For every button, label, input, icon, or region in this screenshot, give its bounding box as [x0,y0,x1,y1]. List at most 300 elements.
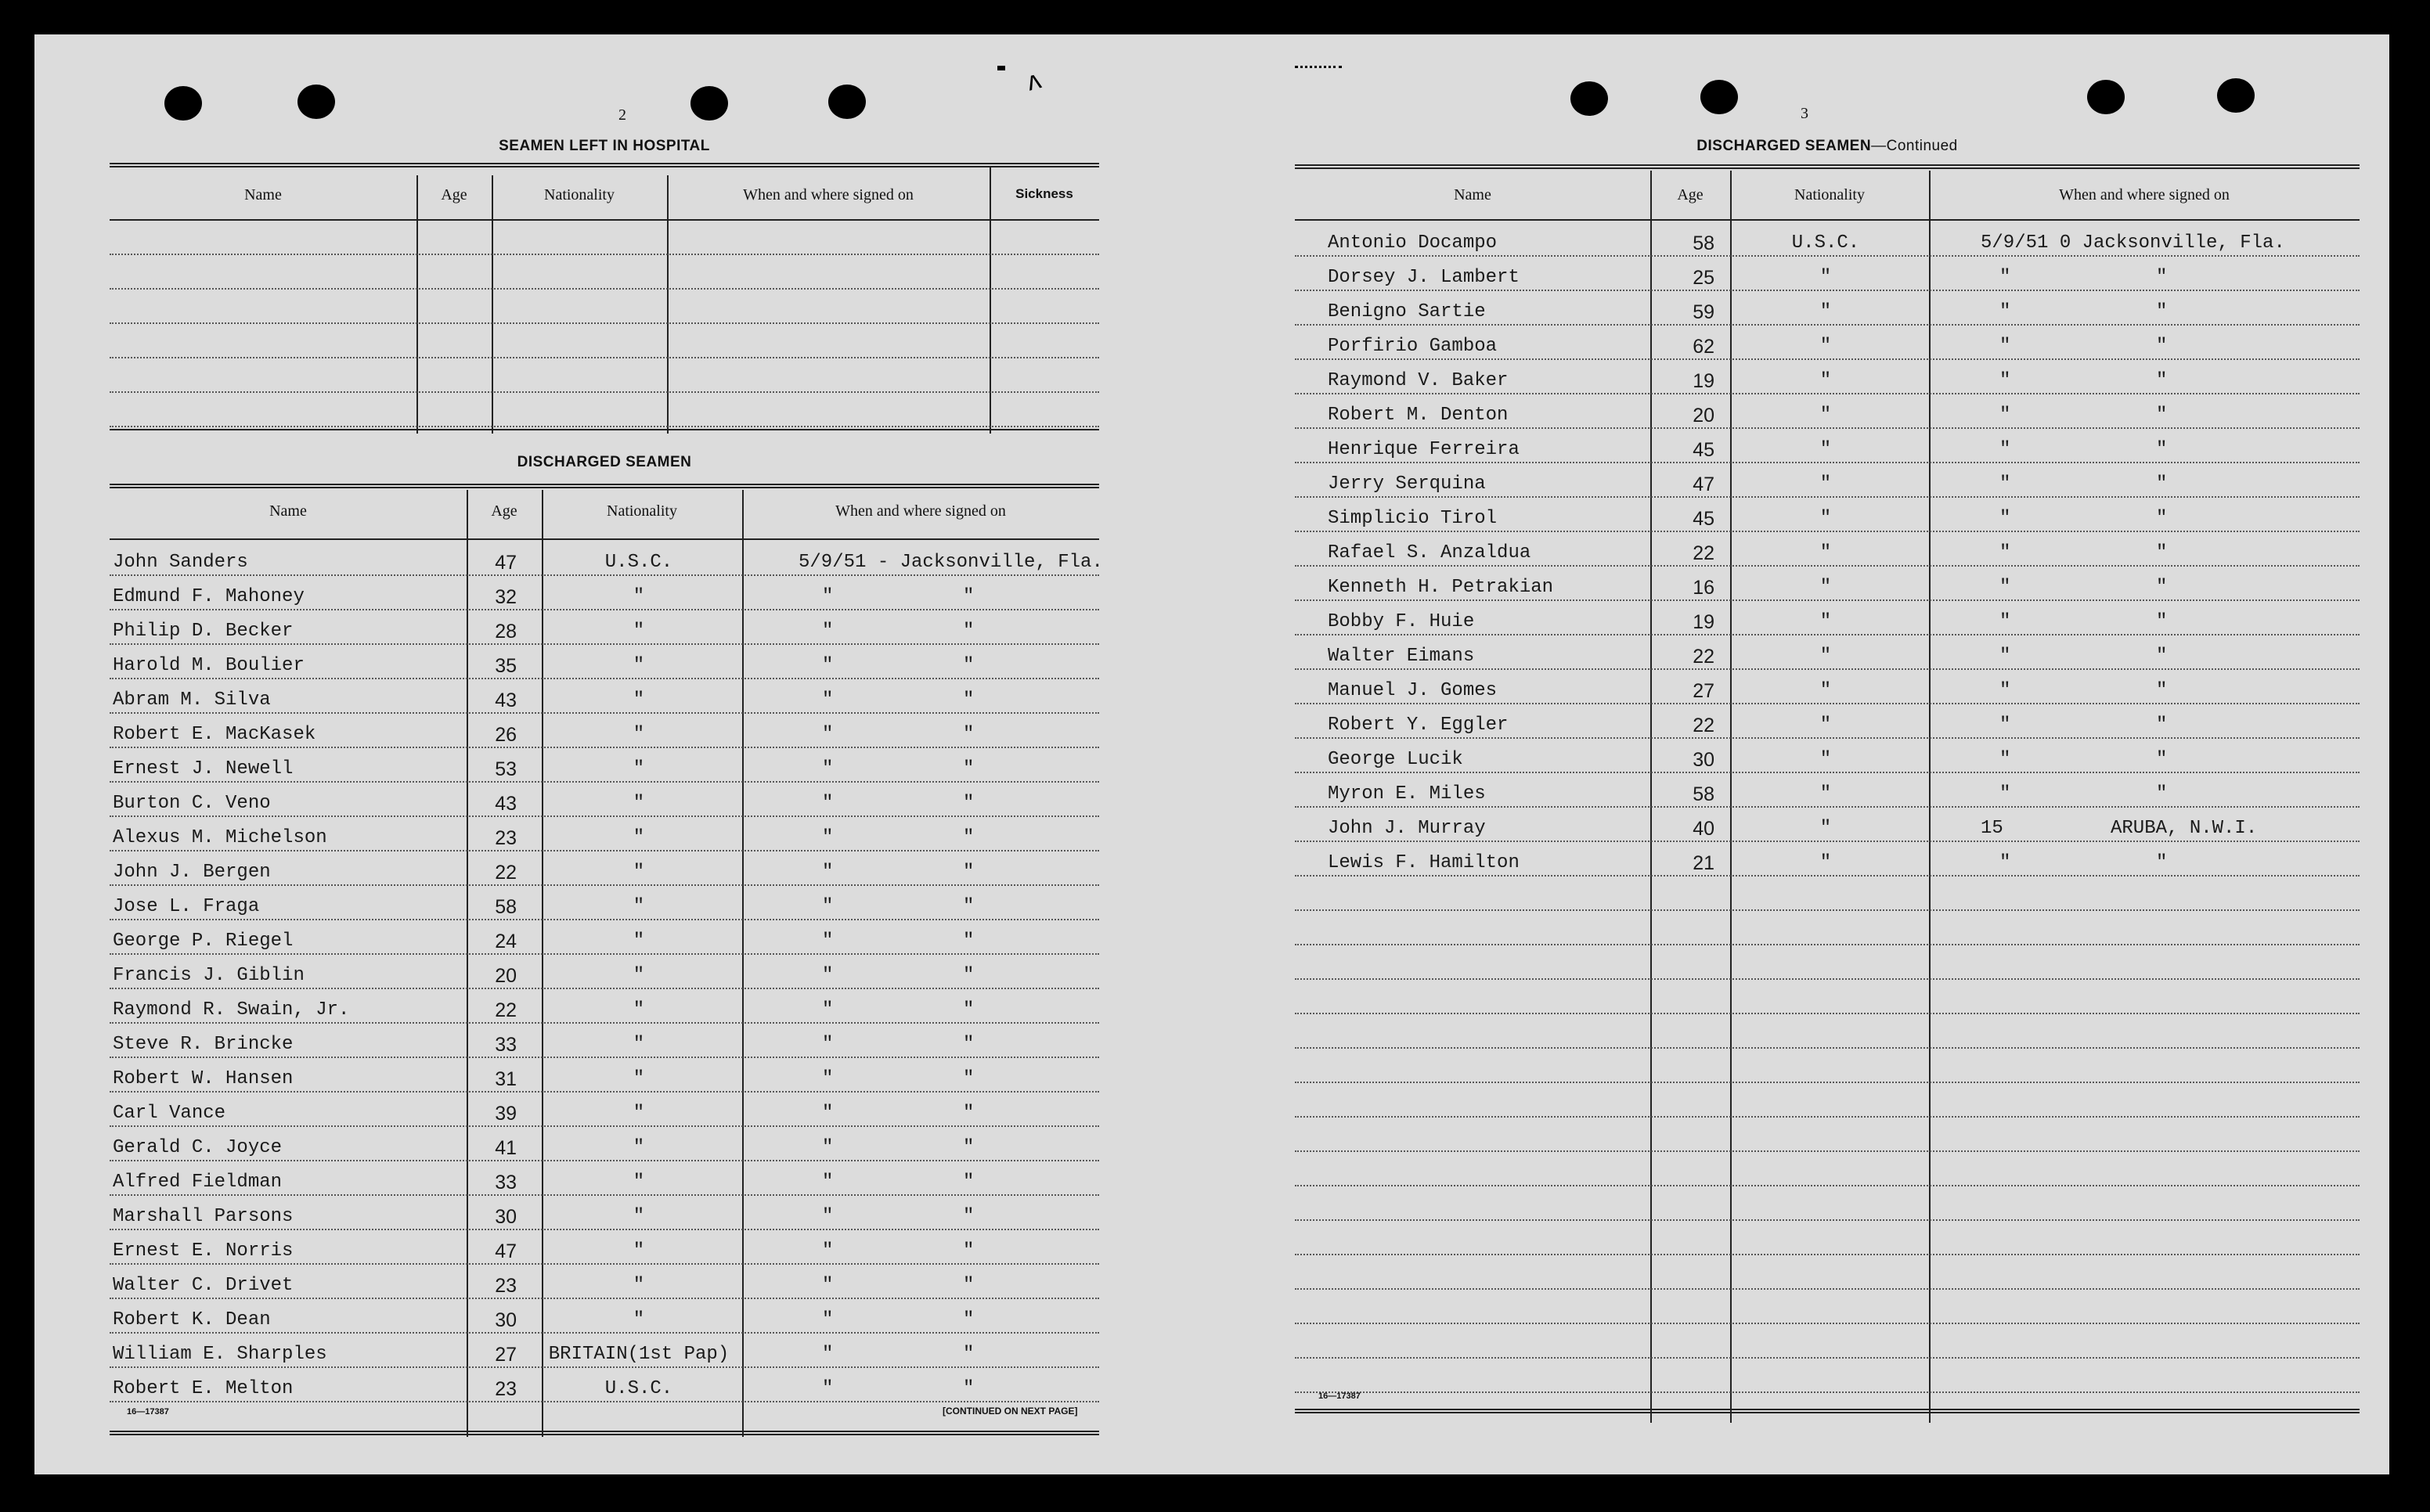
hospital-section-title: SEAMEN LEFT IN HOSPITAL [499,138,710,154]
seaman-age: 31 [495,1068,517,1090]
seaman-nationality: " [1819,267,1832,288]
signed-on-place: " [2156,749,2168,770]
title-main: DISCHARGED SEAMEN [1696,138,1872,154]
title-suffix: —Continued [1871,138,1958,154]
seaman-age: 43 [495,689,517,711]
seaman-name: Walter C. Drivet [113,1275,294,1296]
seaman-nationality: " [633,1137,645,1158]
seaman-age: 25 [1693,267,1714,289]
seaman-row [110,1366,1099,1402]
seaman-name: Robert M. Denton [1328,405,1509,426]
seaman-name: Walter Eimans [1328,646,1475,667]
right-header-when-where: When and where signed on [2059,186,2230,203]
seaman-row [1295,772,2360,808]
discharged-header-name: Name [269,502,307,520]
discharged-rows-left [110,540,1103,1432]
form-number: 16—17387 [1318,1391,1361,1401]
seaman-row [110,609,1099,645]
seaman-nationality: " [633,1103,645,1124]
seaman-nationality: " [1819,508,1832,529]
signed-on-place: " [963,827,975,848]
stray-mark: ʌ [1023,64,1044,97]
seaman-row [110,850,1099,886]
signed-on-place: " [963,1344,975,1365]
seaman-age: 47 [495,552,517,574]
seaman-name: George P. Riegel [113,931,294,952]
seaman-age: 21 [1693,852,1714,874]
seaman-age: 23 [495,827,517,849]
seaman-name: Alfred Fieldman [113,1172,283,1193]
rule [110,163,1099,167]
signed-on-date: " [822,758,834,779]
discharged-continued-title [1295,138,2360,155]
signed-on-place: " [2156,542,2168,563]
signed-on-date: " [822,896,834,917]
seaman-age: 33 [495,1034,517,1056]
seaman-name: Harold M. Boulier [113,655,305,676]
hospital-row [110,288,1099,324]
seaman-age: 33 [495,1172,517,1193]
seaman-age: 19 [1693,611,1714,633]
signed-on-place: " [2156,646,2168,667]
seaman-age: 35 [495,655,517,677]
signed-on-date: 5/9/51 0 Jacksonville, Fla. [1981,232,2285,254]
seaman-nationality: " [1819,818,1832,839]
hospital-header-when-where: When and where signed on [743,186,914,203]
seaman-name: Steve R. Brincke [113,1034,294,1055]
signed-on-date: " [822,1206,834,1227]
seaman-row [110,781,1099,817]
seaman-name: Ernest E. Norris [113,1240,294,1262]
seaman-row [1295,634,2360,670]
hospital-rows [110,219,1099,435]
rule [1295,164,2360,169]
seaman-nationality: " [633,621,645,642]
seaman-row [110,643,1099,679]
empty-row [1295,978,2360,1014]
signed-on-place: " [963,1103,975,1124]
signed-on-date: " [1999,749,2011,770]
seaman-name: Alexus M. Michelson [113,827,327,848]
signed-on-date: " [1999,646,2011,667]
seaman-row [110,1229,1099,1265]
seaman-age: 22 [1693,715,1714,736]
signed-on-date: " [822,965,834,986]
signed-on-place: " [963,758,975,779]
signed-on-date: " [822,1103,834,1124]
seaman-row [1295,531,2360,567]
empty-row [1295,909,2360,945]
seaman-nationality: " [633,1068,645,1089]
signed-on-place: " [2156,473,2168,495]
signed-on-date: " [822,1275,834,1296]
seaman-row [110,815,1099,851]
seaman-nationality: " [1819,749,1832,770]
seaman-nationality: " [633,896,645,917]
signed-on-date: " [822,862,834,883]
signed-on-date: " [822,621,834,642]
signed-on-date: " [822,1378,834,1399]
signed-on-place: " [2156,508,2168,529]
signed-on-place: " [2156,267,2168,288]
seaman-name: Robert E. Melton [113,1378,294,1399]
seaman-age: 47 [1693,473,1714,495]
punch-hole [164,86,202,121]
signed-on-place: " [963,586,975,607]
signed-on-place: " [963,689,975,711]
signed-on-date: " [1999,852,2011,873]
seaman-row [110,1125,1099,1161]
seaman-age: 27 [495,1344,517,1366]
seaman-name: John J. Murray [1328,818,1486,839]
stray-mark [1295,66,1342,70]
signed-on-place: " [963,793,975,814]
rule [110,1431,1099,1435]
seaman-name: Antonio Docampo [1328,232,1498,254]
seaman-name: Jerry Serquina [1328,473,1486,495]
signed-on-date: " [822,1137,834,1158]
seaman-row [110,919,1099,955]
seaman-nationality: " [633,724,645,745]
seaman-name: Marshall Parsons [113,1206,294,1227]
seaman-nationality: " [633,689,645,711]
seaman-age: 45 [1693,508,1714,530]
signed-on-place: " [963,896,975,917]
signed-on-date: " [822,793,834,814]
seaman-row [110,884,1099,920]
signed-on-date: " [822,1344,834,1365]
signed-on-date: " [1999,783,2011,805]
seaman-name: Dorsey J. Lambert [1328,267,1520,288]
seaman-row [1295,462,2360,498]
seaman-row [110,747,1099,783]
rule [110,484,1099,488]
signed-on-date: " [1999,267,2011,288]
seaman-name: Lewis F. Hamilton [1328,852,1520,873]
seaman-row [110,712,1099,748]
signed-on-place: " [963,724,975,745]
hospital-row [110,357,1099,393]
right-header-name: Name [1454,186,1491,203]
seaman-row [110,1194,1099,1230]
seaman-nationality: " [1819,852,1832,873]
signed-on-date: " [1999,680,2011,701]
seaman-name: Robert W. Hansen [113,1068,294,1089]
empty-row [1295,1219,2360,1255]
seaman-age: 19 [1693,370,1714,392]
punch-hole [1700,80,1738,114]
signed-on-place: " [2156,336,2168,357]
empty-row [1295,1082,2360,1118]
seaman-row [110,1263,1099,1299]
seaman-row [1295,841,2360,877]
signed-on-date: " [1999,715,2011,736]
seaman-row [1295,565,2360,601]
signed-on-date: " [822,689,834,711]
seaman-age: 22 [495,999,517,1021]
seaman-age: 22 [495,862,517,884]
seaman-nationality: " [633,793,645,814]
hospital-row [110,254,1099,290]
seaman-name: Carl Vance [113,1103,226,1124]
signed-on-place: " [963,621,975,642]
rule [1295,1409,2360,1413]
signed-on-date: " [822,931,834,952]
seaman-name: Benigno Sartie [1328,301,1486,322]
seaman-age: 30 [495,1309,517,1331]
seaman-name: Abram M. Silva [113,689,271,711]
seaman-name: John Sanders [113,552,248,573]
seaman-name: Myron E. Miles [1328,783,1486,805]
seaman-nationality: " [633,1206,645,1227]
seaman-nationality: " [633,862,645,883]
seaman-name: Bobby F. Huie [1328,611,1475,632]
seaman-nationality: " [633,965,645,986]
seaman-age: 59 [1693,301,1714,323]
seaman-name: Philip D. Becker [113,621,294,642]
seaman-age: 27 [1693,680,1714,702]
seaman-age: 39 [495,1103,517,1125]
seaman-name: William E. Sharples [113,1344,327,1365]
seaman-age: 30 [495,1206,517,1228]
empty-row [1295,1357,2360,1393]
seaman-row [110,1022,1099,1058]
seaman-name: Manuel J. Gomes [1328,680,1498,701]
seaman-age: 30 [1693,749,1714,771]
seaman-nationality: BRITAIN(1st Pap) [548,1344,730,1365]
hospital-header-sickness: Sickness [1015,186,1073,201]
seaman-nationality: " [1819,370,1832,391]
seaman-name: Robert Y. Eggler [1328,715,1509,736]
seaman-age: 24 [495,931,517,952]
seaman-name: Edmund F. Mahoney [113,586,305,607]
seaman-age: 16 [1693,577,1714,599]
seaman-nationality: " [633,931,645,952]
seaman-row [110,1057,1099,1093]
empty-row [1295,1047,2360,1083]
seaman-name: Henrique Ferreira [1328,439,1520,460]
seaman-row [1295,806,2360,842]
seaman-nationality: " [1819,439,1832,460]
punch-hole [1570,81,1608,116]
seaman-row [1295,496,2360,532]
empty-row [1295,944,2360,980]
seaman-row [1295,393,2360,429]
signed-on-place: " [2156,405,2168,426]
hospital-row [110,219,1099,255]
seaman-name: Ernest J. Newell [113,758,294,779]
empty-row [1295,1323,2360,1359]
discharged-header-nationality: Nationality [607,502,677,520]
signed-on-place: " [963,1034,975,1055]
signed-on-place: " [2156,783,2168,805]
signed-on-date: " [822,999,834,1021]
seaman-age: 32 [495,586,517,608]
signed-on-place: " [2156,439,2168,460]
signed-on-place: " [2156,852,2168,873]
seaman-age: 20 [495,965,517,987]
hospital-header-name: Name [244,186,282,203]
signed-on-date: " [1999,370,2011,391]
signed-on-place: " [2156,715,2168,736]
seaman-age: 40 [1693,818,1714,840]
seaman-nationality: " [1819,577,1832,598]
seaman-name: Raymond V. Baker [1328,370,1509,391]
signed-on-date: " [822,1240,834,1262]
seaman-nationality: " [1819,646,1832,667]
empty-row [1295,1288,2360,1324]
signed-on-place: " [963,965,975,986]
signed-on-date: " [822,586,834,607]
empty-row [1295,1013,2360,1049]
seaman-row [110,574,1099,610]
seaman-age: 47 [495,1240,517,1262]
signed-on-place: " [963,655,975,676]
seaman-row [110,540,1103,576]
signed-on-date: " [1999,577,2011,598]
seaman-nationality: " [1819,680,1832,701]
seaman-row [1295,221,2360,257]
discharged-header-when-where: When and where signed on [835,502,1006,520]
punch-hole [2217,78,2255,113]
discharged-header-age: Age [491,502,517,520]
stray-mark [997,66,1005,70]
seaman-age: 22 [1693,542,1714,564]
seaman-row [1295,703,2360,739]
seaman-age: 23 [495,1275,517,1297]
signed-on-date: " [822,1309,834,1330]
seaman-row [110,678,1099,714]
seaman-name: Jose L. Fraga [113,896,260,917]
seaman-row [1295,599,2360,635]
seaman-row [1295,737,2360,773]
seaman-age: 58 [495,896,517,918]
seaman-nationality: " [1819,301,1832,322]
seaman-name: John J. Bergen [113,862,271,883]
signed-on-date: " [1999,508,2011,529]
signed-on-date: " [1999,301,2011,322]
seaman-row [1295,324,2360,360]
signed-on-place: " [963,1068,975,1089]
signed-on-place: " [2156,680,2168,701]
seaman-row [110,1298,1099,1334]
signed-on-place: " [2156,301,2168,322]
signed-on-place: " [963,862,975,883]
seaman-nationality: " [1819,783,1832,805]
empty-row [1295,1116,2360,1152]
seaman-name: Francis J. Giblin [113,965,305,986]
signed-on-place: " [963,1309,975,1330]
seaman-nationality: " [633,655,645,676]
signed-on-date: " [1999,336,2011,357]
seaman-age: 43 [495,793,517,815]
form-number: 16—17387 [127,1407,169,1417]
seaman-name: Rafael S. Anzaldua [1328,542,1531,563]
seaman-nationality: " [633,586,645,607]
seaman-nationality: " [633,758,645,779]
seaman-nationality: " [633,827,645,848]
right-header-age: Age [1677,186,1704,203]
hospital-header-nationality: Nationality [544,186,615,203]
seaman-row [110,1332,1099,1368]
seaman-age: 41 [495,1137,517,1159]
seaman-row [1295,427,2360,463]
signed-on-date: " [1999,542,2011,563]
seaman-row [1295,668,2360,704]
signed-on-date: " [822,724,834,745]
seaman-age: 53 [495,758,517,780]
punch-hole [828,85,866,119]
seaman-nationality: " [633,1034,645,1055]
seaman-name: Simplicio Tirol [1328,508,1498,529]
empty-row [1295,1185,2360,1221]
page-number: 3 [1801,105,1808,122]
signed-on-date: " [822,1034,834,1055]
seaman-nationality: " [1819,336,1832,357]
signed-on-date: " [1999,439,2011,460]
right-header-nationality: Nationality [1794,186,1865,203]
seaman-name: Robert K. Dean [113,1309,271,1330]
seaman-age: 28 [495,621,517,643]
seaman-nationality: " [1819,473,1832,495]
page-number: 2 [618,106,626,124]
seaman-nationality: " [1819,542,1832,563]
signed-on-place: " [963,1206,975,1227]
seaman-nationality: U.S.C. [604,552,673,573]
signed-on-place: " [963,1240,975,1262]
seaman-nationality: " [1819,715,1832,736]
signed-on-place: " [2156,611,2168,632]
signed-on-place: " [2156,370,2168,391]
signed-on-date: " [822,1172,834,1193]
signed-on-date: " [1999,611,2011,632]
seaman-nationality: " [1819,405,1832,426]
seaman-name: Burton C. Veno [113,793,271,814]
signed-on-place: " [963,1378,975,1399]
hospital-row [110,322,1099,358]
hospital-header-age: Age [441,186,467,203]
seaman-age: 62 [1693,336,1714,358]
signed-on-place: ARUBA, N.W.I. [2111,818,2258,839]
seaman-row [1295,358,2360,394]
continued-note: [CONTINUED ON NEXT PAGE] [943,1406,1078,1417]
signed-on-date: " [1999,405,2011,426]
seaman-row [110,988,1099,1024]
signed-on-date: " [822,1068,834,1089]
seaman-row [110,1091,1099,1127]
seaman-nationality: " [633,999,645,1021]
seaman-age: 45 [1693,439,1714,461]
discharged-rows-right [1295,221,2360,1418]
seaman-name: Robert E. MacKasek [113,724,316,745]
punch-hole [297,85,335,119]
signed-on-date: " [1999,473,2011,495]
seaman-name: George Lucik [1328,749,1463,770]
signed-on-place: " [963,931,975,952]
hospital-row [110,391,1099,427]
seaman-nationality: " [633,1172,645,1193]
empty-row [1295,1254,2360,1290]
signed-on-date: 15 [1981,818,2003,839]
seaman-name: Gerald C. Joyce [113,1137,283,1158]
seaman-age: 23 [495,1378,517,1400]
discharged-section-title: DISCHARGED SEAMEN [517,454,692,470]
seaman-nationality: " [633,1240,645,1262]
signed-on-date: " [822,827,834,848]
document-sheet [34,34,2389,1474]
seaman-name: Kenneth H. Petrakian [1328,577,1554,598]
signed-on-place: " [963,1137,975,1158]
